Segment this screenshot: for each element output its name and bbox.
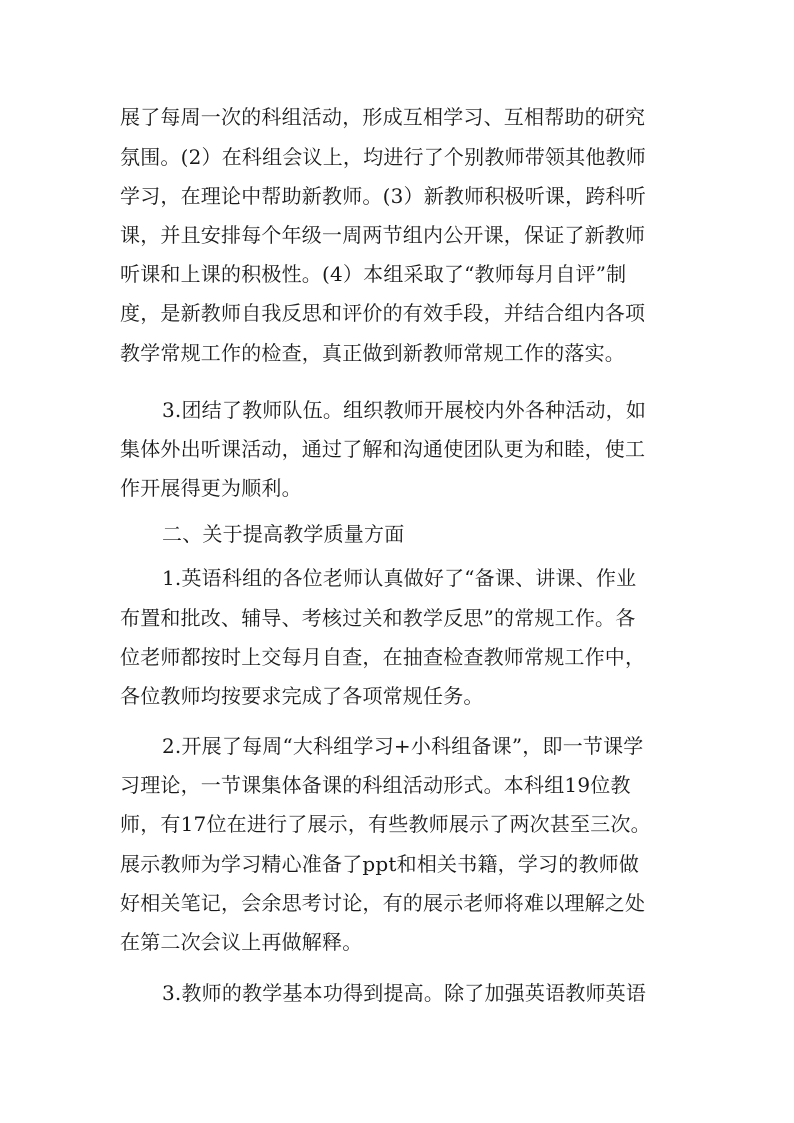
text-line: 好相关笔记，会余思考讨论，有的展示老师将难以理解之处 [120, 891, 646, 915]
text-line: 各位教师均按要求完成了各项常规任务。 [120, 684, 484, 708]
text-line: 学习，在理论中帮助新教师。(3）新教师积极听课，跨科听 [120, 184, 646, 208]
text-line: 展了每周一次的科组活动，形成互相学习、互相帮助的研究 [120, 105, 646, 129]
paragraph-first-line: 2.开展了每周“大科组学习+小科组备课”，即一节课学 [162, 734, 644, 758]
text-line: 在第二次会议上再做解释。 [120, 930, 363, 954]
text-line: 位老师都按时上交每月自查，在抽查检查教师常规工作中， [120, 645, 646, 669]
section-heading: 二、关于提高教学质量方面 [162, 522, 405, 546]
text-line: 集体外出听课活动，通过了解和沟通使团队更为和睦，使工 [120, 437, 646, 461]
paragraph-first-line: 1.英语科组的各位老师认真做好了“备课、讲课、作业 [162, 566, 637, 590]
text-line: 师，有17位在进行了展示，有些教师展示了两次甚至三次。 [120, 812, 651, 836]
text-line: 氛围。(2）在科组会议上，均进行了个别教师带领其他教师 [120, 145, 646, 169]
text-line: 展示教师为学习精心准备了ppt和相关书籍，学习的教师做 [120, 852, 640, 876]
text-line: 习理论，一节课集体备课的科组活动形式。本科组19位教 [120, 773, 631, 797]
paragraph-first-line: 3.团结了教师队伍。组织教师开展校内外各种活动，如 [162, 398, 647, 422]
text-line: 作开展得更为顺利。 [120, 476, 302, 500]
text-line: 布置和批改、辅导、考核过关和教学反思”的常规工作。各 [120, 606, 636, 630]
text-line: 课，并且安排每个年级一周两节组内公开课，保证了新教师 [120, 223, 646, 247]
text-line: 教学常规工作的检查，真正做到新教师常规工作的落实。 [120, 341, 625, 365]
text-line: 度，是新教师自我反思和评价的有效手段，并结合组内各项 [120, 301, 646, 325]
text-line: 听课和上课的积极性。(4）本组采取了“教师每月自评”制 [120, 262, 627, 286]
paragraph-first-line: 3.教师的教学基本功得到提高。除了加强英语教师英语 [162, 981, 647, 1005]
